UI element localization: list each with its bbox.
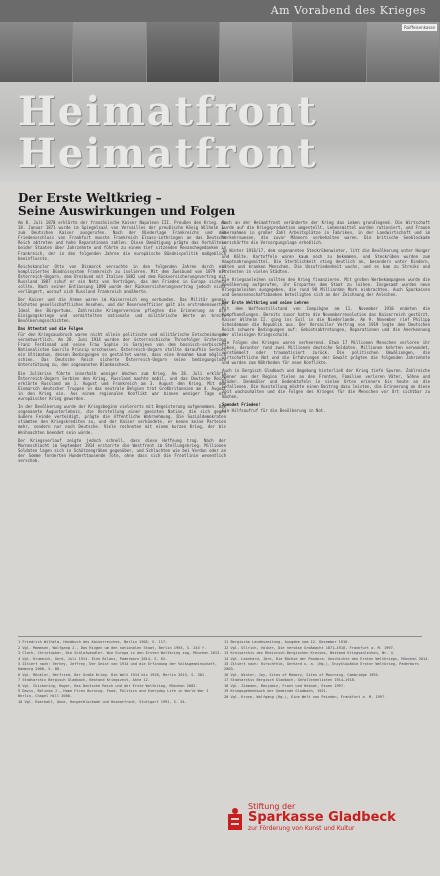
footnote: 6 Vgl. Münkler, Herfried, Der Große Krieg. Die Welt 1914 bis 1918, Berlin 2013, S. 301.: [18, 672, 207, 677]
paragraph: Mit dem Waffenstillstand von Compiègne am 11. November 1918 endeten die Kampfhandlungen. Bereits zuvor hatte die Novemberrevolution das Kaiserreich gestürzt, Kaiser Wilhelm II. ging ins Exil in die Niederlande. Am 9. November rief Philipp Scheidemann die Republik aus. Der Versailler Vertrag von 1919 legte dem Deutschen Reich schwere Bedingungen auf: Gebietsabtretungen, Reparationen und die Anerkennung der alleinigen Kriegsschuld.: [222, 306, 430, 337]
sponsor-stiftung: Stiftung der: [248, 802, 296, 811]
photo-caption: Raiffeisenkasse: [403, 25, 435, 30]
historic-photo: [293, 22, 366, 82]
paragraph: Im Winter 1916/17, dem sogenannten Steckrübenwinter, litt die Bevölkerung unter Hunger und Kälte. Kartoffeln waren kaum noch zu bekommen, und Steckrüben wurden zum Hauptnahrungsmittel. Die Sterblichkeit stieg deutlich an, besonders unter Kindern, alten und kranken Menschen. Die Unzufriedenheit wuchs, und es kam zu Streiks und Protesten in vielen Städten.: [222, 248, 430, 274]
article-column-left: [18, 220, 226, 466]
historic-photo: [0, 22, 73, 82]
paragraph: Der Kriegsverlauf zeigte jedoch schnell, dass diese Hoffnung trog. Nach der Marneschlacht im September 1914 erstarrte die Westfront im Stellungskrieg. Millionen Soldaten lagen sich in Schützengräben gegenüber, und Schlachten wie bei Verdun oder an der Somme forderten Hunderttausende Tote, ohne dass sich die Frontlinie wesentlich verschob.: [18, 437, 226, 464]
footnote: 18 Vgl. Ziemann, Benjamin, Front und Heimat, Essen 1997.: [224, 683, 346, 688]
headline-line-2: Seine Auswirkungen und Folgen: [18, 204, 236, 218]
footnotes-right: [224, 640, 430, 701]
historic-photo: [367, 22, 440, 82]
historic-photo: [147, 22, 220, 82]
footnote: 11 Bergische Landeszeitung, Ausgabe vom 12. Dezember 1916.: [224, 640, 350, 644]
footnote: 3 Clark, Christopher, Die Schlafwandler. Wie Europa in den Ersten Weltkrieg zog, München 2013.: [18, 651, 222, 656]
poster-kicker: Am Vorabend des Krieges: [270, 4, 426, 17]
paragraph: Der Kaiser und die Armee waren im Kaiserreich eng verbunden. Das Militär genoss höchstes gesellschaftliches Ansehen, und der Reserveoffizier galt als erstrebenswertes Ideal des Bürgertums. Zahlreiche Kriegervereine pflegten die Erinnerung an die Einigungskriege und vermittelten nationale und militärische Werte an breite Bevölkerungsschichten.: [18, 297, 226, 323]
footnote: 7 Stadtarchiv Bergisch Gladbach, Bestand Kriegszeit, Akte 12.: [18, 678, 150, 683]
article-headline: [18, 192, 418, 218]
sparkasse-logo-icon: [228, 808, 242, 830]
footnote: 5 Zitiert nach: Verhey, Jeffrey, Der Geist von 1914 und die Erfindung der Volksgemeinschaft, Hamburg 2000, S. 88.: [18, 662, 218, 671]
footnote: 9 Davis, Belinda J., Home Fires Burning. Food, Politics and Everyday Life in World War I Berlin, Chapel Hill 2000.: [18, 689, 209, 698]
footnote: 2 Vgl. Mommsen, Wolfgang J., Das Ringen um den nationalen Staat, Berlin 1993, S. 245 f.: [18, 645, 207, 650]
paragraph: Die Folgen des Krieges waren verheerend. Etwa 17 Millionen Menschen verloren ihr Leben, darunter rund zwei Millionen deutsche Soldaten. Millionen kehrten verwundet, verstümmelt oder traumatisiert zurück. Die politischen Umwälzungen, die wirtschaftliche Not und die Erfahrungen der Gewalt prägten die folgenden Jahrzehnte und wurden zum Nährboden für neue Konflikte.: [222, 339, 430, 366]
article-column-right: [222, 220, 430, 416]
footnotes-left: [18, 640, 224, 705]
footnote: 20 Vgl. Kruse, Wolfgang (Hg.), Eine Welt von Feinden, Frankfurt a. M. 1997.: [224, 694, 387, 699]
paragraph: Ein Hilfsaufruf für die Bevölkerung in Not.: [222, 408, 326, 414]
footnote: 10 Vgl. Roerkohl, Anne, Hungerblockade und Heimatfront, Stuttgart 1991, S. 54.: [18, 699, 187, 704]
paragraph: Am 8. Juli 1870 erklärte der französische Kaiser Napoleon III. Preußen den Krieg. Am 18. Januar 1871 wurde im Spiegelsaal von Versailles der preußische König Wilhelm I. zum Deutschen Kaiser ausgerufen. Nach der Niederlage Frankreichs und dem Friedensschluss von Frankfurt musste Frankreich Elsass-Lothringen an das Deutsche Reich abtreten und hohe Reparationen zahlen. Diese Demütigung prägte das Verhältnis beider Staaten über Jahrzehnte und führte zu einem tief sitzenden Revanchegedanken in Frankreich, der in den folgenden Jahren die europäische Bündnispolitik maßgeblich beeinflusste.: [18, 220, 226, 261]
footnote-divider: [18, 636, 422, 637]
footnote: 14 Vgl. Leonhard, Jörn, Die Büchse der Pandora. Geschichte des Ersten Weltkriegs, München 2014.: [224, 656, 430, 661]
footnote: 8 Vgl. Chickering, Roger, Das Deutsche Reich und der Erste Weltkrieg, München 2002.: [18, 683, 198, 688]
footnote: 4 Vgl. Krumeich, Gerd, Juli 1914. Eine Bilanz, Paderborn 2014, S. 62.: [18, 656, 168, 661]
section-subheading: Das Attentat und die Folgen: [18, 325, 84, 331]
sponsor-tagline: zur Förderung von Kunst und Kultur: [248, 825, 355, 832]
footnote: 1 Friedrich Wilhelm, Handbuch des Kaiserreiches, Berlin 1905, S. 117.: [18, 640, 168, 644]
footnote: 19 Kriegsgedenkbuch der Gemeinde Gladbach, 1921.: [224, 689, 328, 694]
paragraph: Auch an der Heimatfront veränderte der Krieg das Leben grundlegend. Die Wirtschaft wurde auf die Kriegsproduktion umgestellt, Lebensmittel wurden rationiert, und Frauen übernahmen in großer Zahl Arbeitsplätze in Fabriken, in der Landwirtschaft und im Verkehrswesen, die zuvor Männern vorbehalten waren. Die britische Seeblockade verschärfte die Versorgungslage erheblich.: [222, 220, 430, 246]
paragraph: In der Bevölkerung wurde der Kriegsbeginn vielerorts mit Begeisterung aufgenommen. Das sogenannte Augusterlebnis, die Vorstellung einer geeinten Nation, die sich gegen äußere Feinde verteidigt, prägte die öffentliche Wahrnehmung. Die Sozialdemokraten stimmten den Kriegskrediten zu, und der Kaiser verkündete, er kenne keine Parteien mehr, sondern nur noch Deutsche. Viele rechneten mit einem kurzen Krieg, der bis Weihnachten beendet sein würde.: [18, 404, 226, 435]
sponsor-block: [228, 802, 428, 832]
section-subheading: Spendet Frieden!: [222, 402, 261, 407]
section-subheading: Der Erste Weltkrieg und seine Lehren: [222, 300, 309, 306]
footnote: 15 Zitiert nach: Hirschfeld, Gerhard u. a. (Hg.), Enzyklopädie Erster Weltkrieg, Paderborn 2003.: [224, 662, 419, 671]
hero-title-line-2: Heimatfront: [18, 130, 318, 177]
footnote: 17 Stadtarchiv Bergisch Gladbach, Gefallenenlisten 1914–1918.: [224, 678, 356, 683]
paragraph: Reichskanzler Otto von Bismarck versuchte in den folgenden Jahren durch ein kompliziertes Bündnissystem Frankreich zu isolieren. Mit dem Zweibund von 1879 mit Österreich-Ungarn, dem Dreibund mit Italien 1882 und dem Rückversicherungsvertrag mit Russland 1887 schuf er ein Netz von Verträgen, das den Frieden in Europa sichern sollte. Nach seiner Entlassung 1890 wurde der Rückversicherungsvertrag jedoch nicht verlängert, worauf sich Russland Frankreich annäherte.: [18, 263, 226, 295]
historic-photo: [220, 22, 293, 82]
historic-photo: [73, 22, 146, 82]
hero-title-line-1: Heimatfront: [18, 88, 318, 135]
photo-strip: [0, 22, 440, 82]
paragraph: Die Kriegsanleihen sollten den Krieg finanzieren. Mit großen Werbekampagnen wurde die Bevölkerung aufgerufen, ihr Erspartes dem Staat zu leihen. Insgesamt wurden neun Kriegsanleihen ausgegeben, die rund 98 Milliarden Mark einbrachten. Auch Sparkassen und Genossenschaftsbanken beteiligten sich an der Zeichnung der Anleihen.: [222, 276, 430, 298]
headline-line-1: Der Erste Weltkrieg –: [18, 191, 162, 205]
footnote: 16 Vgl. Winter, Jay, Sites of Memory, Sites of Mourning, Cambridge 1995.: [224, 672, 380, 677]
footnote: 13 Kreisarchiv des Rheinisch-Bergischen Kreises, Bestand Kriegsanleihen, Nr. 4.: [224, 651, 395, 656]
footnote: 12 Vgl. Ullrich, Volker, Die nervöse Großmacht 1871–1918, Frankfurt a. M. 1997.: [224, 645, 395, 650]
paragraph: Die Julikrise führte innerhalb weniger Wochen zum Krieg. Am 28. Juli erklärte Österreich-Ungarn Serbien den Krieg, Russland machte mobil, und das Deutsche Reich erklärte Russland am 1. August und Frankreich am 3. August den Krieg. Mit dem Einmarsch deutscher Truppen in das neutrale Belgien trat Großbritannien am 4. August in den Krieg ein. Aus einem regionalen Konflikt war binnen weniger Tage ein europäischer Krieg geworden.: [18, 370, 226, 401]
top-banner: [0, 0, 440, 22]
paragraph: Auch in Bergisch Gladbach und Umgebung hinterließ der Krieg tiefe Spuren. Zahlreiche Männer aus der Region fielen an den Fronten, Familien verloren Väter, Söhne und Brüder. Denkmäler und Gedenktafeln in vielen Orten erinnern bis heute an die Gefallenen. Die Ausstellung möchte einen Beitrag dazu leisten, die Erinnerung an diese Zeit wachzuhalten und die Folgen des Krieges für die Menschen vor Ort sichtbar zu machen.: [222, 368, 430, 399]
sponsor-name: Sparkasse Gladbeck: [248, 810, 396, 825]
paragraph: Für den Kriegsausbruch waren nicht allein politische und militärische Entscheidungen verantwortlich. Am 28. Juni 1914 wurden der österreichische Thronfolger Erzherzog Franz Ferdinand und seine Frau Sophie in Sarajevo von dem bosnisch-serbischen Nationalisten Gavrilo Princip erschossen. Österreich-Ungarn stellte daraufhin Serbien ein Ultimatum, dessen Bedingungen so gestaltet waren, dass eine Annahme kaum möglich schien. Das Deutsche Reich sicherte Österreich-Ungarn seine bedingungslose Unterstützung zu, den sogenannten Blankoscheck.: [18, 331, 226, 368]
